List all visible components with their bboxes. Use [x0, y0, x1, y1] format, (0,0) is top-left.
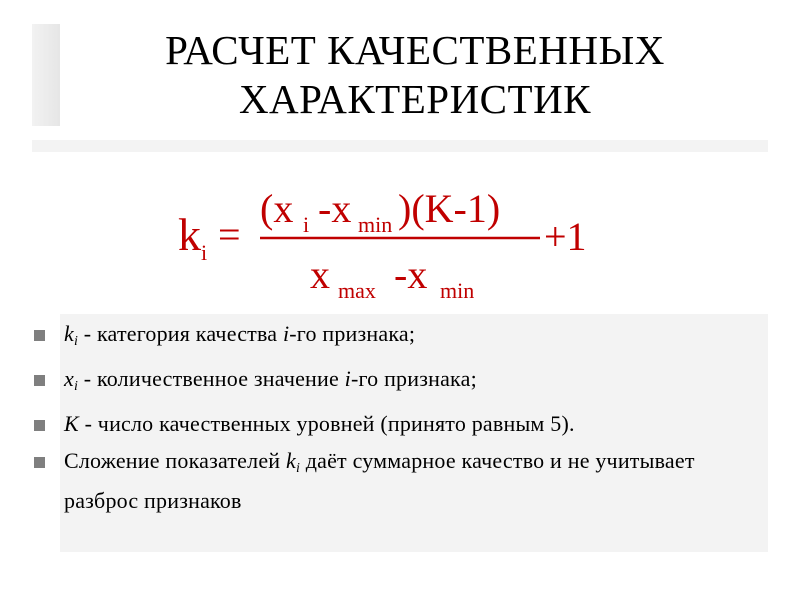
bullet-summary: [34, 445, 774, 517]
bullet-text: - число качественных уровней (принято равным 5).: [78, 411, 575, 436]
bullet-index-var: i: [344, 366, 351, 391]
title-line-2: ХАРАКТЕРИСТИК: [238, 76, 592, 122]
bullet-square-icon: [34, 330, 45, 341]
bullet-symbol-sub: i: [295, 461, 301, 476]
bullet-ki: [34, 318, 774, 358]
formula-den-sub-max: max: [338, 278, 376, 303]
title-line-1: РАСЧЕТ КАЧЕСТВЕННЫХ: [165, 27, 665, 73]
formula-num-sub-min: min: [358, 212, 393, 237]
bullet-text: Сложение показателей: [64, 448, 286, 473]
formula-den-sub-min: min: [440, 278, 475, 303]
bullet-symbol-sub: i: [73, 334, 79, 349]
formula-equals: =: [218, 212, 241, 257]
formula-num-sub-i: i: [303, 212, 310, 237]
formula-den-x: x: [310, 252, 330, 297]
formula-lhs-sub: i: [201, 240, 208, 265]
definitions-list: [34, 318, 774, 522]
bullet-xi: [34, 363, 774, 403]
bullet-index-var: i: [282, 321, 290, 346]
formula-den-minus: -x: [394, 252, 428, 297]
formula-plus-one: +1: [544, 214, 587, 259]
bullet-text: - количественное значение: [78, 366, 345, 391]
bullet-symbol: K: [64, 411, 79, 436]
formula-box: [60, 152, 768, 314]
formula-num-minus: -x: [318, 186, 352, 231]
bullet-square-icon: [34, 420, 45, 431]
bullet-text-end: -го признака;: [350, 366, 477, 391]
bullet-symbol: x: [64, 366, 74, 391]
formula-num-open: (x: [260, 186, 294, 231]
bullet-k-levels: [34, 408, 774, 440]
bullet-square-icon: [34, 457, 45, 468]
bullet-square-icon: [34, 375, 45, 386]
formula-num-rest: )(K-1): [398, 186, 501, 231]
bullet-symbol: k: [64, 321, 74, 346]
title-accent-bar: [32, 24, 60, 126]
bullet-symbol: k: [285, 448, 296, 473]
formula-graphic: [60, 152, 768, 314]
bullet-text-end: даёт суммарное качество и не учитывает разброс признаков: [64, 448, 695, 513]
bullet-text-end: -го признака;: [289, 321, 416, 346]
formula-lhs: k: [178, 209, 201, 260]
bullet-text: - категория качества: [78, 321, 283, 346]
bullet-symbol-sub: i: [73, 379, 79, 394]
slide-title: [60, 26, 770, 124]
